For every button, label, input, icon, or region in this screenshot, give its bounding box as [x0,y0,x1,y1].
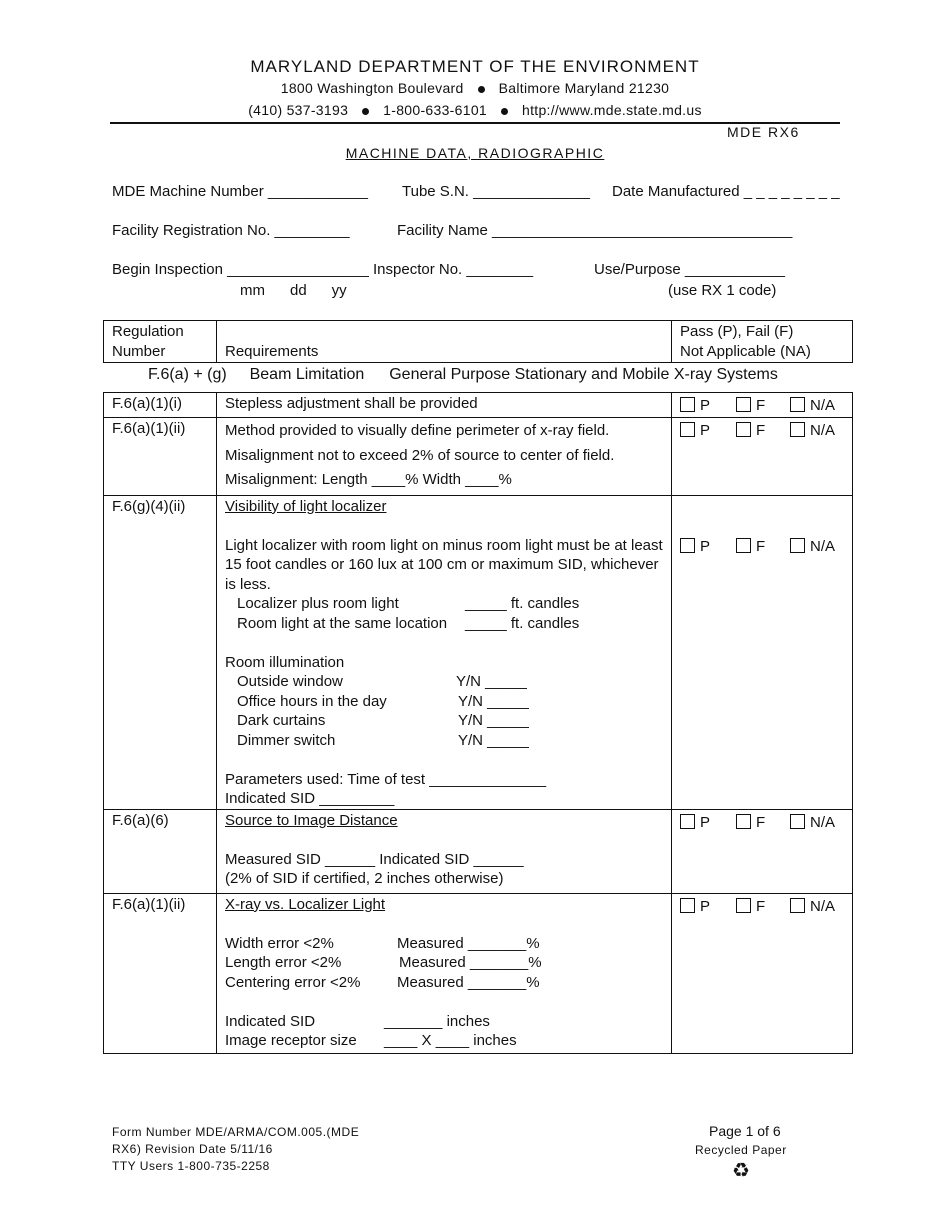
table-row [104,495,853,809]
page-title: MACHINE DATA, RADIOGRAPHIC [345,145,605,161]
na-checkbox[interactable] [790,898,805,913]
section-name: Beam Limitation [249,366,365,383]
form-code: MDE RX6 [727,124,800,140]
facility-reg-field[interactable]: Facility Registration No. _________ [112,222,350,239]
na-checkbox[interactable] [790,538,805,553]
error-field[interactable]: Measured _______% [397,934,540,952]
fail-checkbox[interactable] [736,538,751,553]
req-line: Method provided to visually define perimeter of x-ray field. [225,422,610,439]
requirement-text: Stepless adjustment shall be provided [217,393,672,418]
fail-checkbox[interactable] [736,397,751,412]
na-label: N/A [810,813,836,831]
result-cell [672,393,853,418]
address-line [0,80,950,96]
requirement-heading: Source to Image Distance [225,811,398,829]
section-scope: General Purpose Stationary and Mobile X-ray Systems [389,366,778,383]
requirement-text [217,418,672,496]
date-manufactured-field[interactable]: Date Manufactured _ _ _ _ _ _ _ _ [612,183,840,200]
illum-field[interactable]: Y/N _____ [458,712,529,729]
sid-label: Indicated SID [225,1012,316,1030]
org-name: MARYLAND DEPARTMENT OF THE ENVIRONMENT [250,57,700,76]
fail-label: F [756,537,766,555]
error-label: Width error <2% [225,934,334,952]
fail-checkbox[interactable] [736,422,751,437]
time-of-test-field[interactable]: Parameters used: Time of test ______________ [225,770,547,788]
misalignment-field[interactable]: Misalignment: Length ____% Width ____% [225,471,512,488]
website-link[interactable]: http://www.mde.state.md.us [522,102,702,118]
error-label: Centering error <2% [225,973,361,991]
facility-name-field[interactable]: Facility Name ____________________________________ [397,222,793,239]
address-city: Baltimore Maryland 21230 [498,80,670,96]
illum-label: Office hours in the day [237,692,387,710]
illum-field[interactable]: Y/N _____ [456,673,527,690]
form-number-line2: RX6) Revision Date 5/11/16 [112,1142,273,1156]
table-row [104,418,853,496]
localizer-field[interactable]: _____ ft. candles [465,595,580,612]
pass-label: P [700,813,711,831]
fail-checkbox[interactable] [736,898,751,913]
col3-line2: Not Applicable (NA) [680,342,811,360]
req-line: Misalignment not to exceed 2% of source to center of field. [225,446,615,464]
phone: (410) 537-3193 [248,102,349,118]
requirement-heading: Visibility of light localizer [225,497,387,515]
bullet-icon [478,86,485,93]
result-cell [672,893,853,1053]
measured-sid-field[interactable]: Measured SID ______ Indicated SID ______ [225,850,524,868]
result-cell [672,418,853,496]
col-header-result [672,321,853,363]
begin-inspection-field[interactable]: Begin Inspection _________________ [112,261,369,278]
fail-checkbox[interactable] [736,814,751,829]
illum-label: Outside window [237,673,343,690]
use-purpose-hint: (use RX 1 code) [668,282,777,299]
pass-label: P [700,897,711,915]
reg-number: F.6(a)(6) [104,809,217,893]
na-label: N/A [810,422,836,439]
reg-number: F.6(a)(1)(ii) [104,418,217,496]
result-cell [672,495,853,809]
table-header [103,320,853,363]
pass-label: P [700,397,711,414]
sid-field[interactable]: _______ inches [384,1012,490,1030]
machine-number-field[interactable]: MDE Machine Number ____________ [112,183,368,200]
bullet-icon [501,108,508,115]
illum-label: Dimmer switch [237,731,336,749]
pass-checkbox[interactable] [680,397,695,412]
illumination-title: Room illumination [225,653,345,671]
room-light-field[interactable]: _____ ft. candles [465,614,580,632]
address-street: 1800 Washington Boulevard [280,80,464,96]
room-light-label: Room light at the same location [237,614,448,632]
footer-form-info [112,1124,359,1175]
pass-checkbox[interactable] [680,422,695,437]
use-purpose-field[interactable]: Use/Purpose ____________ [594,261,785,278]
section-heading [148,366,778,384]
form-number-line1: Form Number MDE/ARMA/COM.005.(MDE [112,1125,360,1139]
na-label: N/A [810,897,836,915]
requirement-note: (2% of SID if certified, 2 inches otherwise) [225,870,504,887]
na-label: N/A [810,537,836,555]
requirement-text [217,893,672,1053]
error-field[interactable]: Measured _______% [399,954,542,971]
na-label: N/A [810,397,836,414]
contact-line [0,102,950,118]
bullet-icon [362,108,369,115]
illum-field[interactable]: Y/N _____ [458,692,529,710]
requirements-table [103,392,853,1054]
reg-number: F.6(a)(1)(i) [104,393,217,418]
table-row [104,893,853,1053]
pass-checkbox[interactable] [680,898,695,913]
col1-line2: Number [112,342,166,360]
section-reg: F.6(a) + (g) [148,366,227,383]
col3-line1: Pass (P), Fail (F) [680,323,794,340]
reg-number: F.6(a)(1)(ii) [104,893,217,1053]
fail-label: F [756,813,766,831]
requirement-text [217,495,672,809]
indicated-sid-field[interactable]: Indicated SID _________ [225,790,395,807]
inspector-no-field[interactable]: Inspector No. ________ [373,261,534,278]
page-number: Page 1 of 6 [709,1123,781,1139]
col-header-regulation [104,321,217,363]
fail-label: F [756,897,766,915]
error-label: Length error <2% [225,954,342,971]
na-checkbox[interactable] [790,422,805,437]
illum-label: Dark curtains [237,712,326,729]
pass-checkbox[interactable] [680,814,695,829]
recycled-paper: Recycled Paper [695,1143,787,1157]
fail-label: F [756,397,766,414]
date-format-hint: mm dd yy [240,282,347,299]
pass-label: P [700,422,711,439]
requirement-text [217,809,672,893]
receptor-field[interactable]: ____ X ____ inches [384,1032,517,1049]
requirement-heading: X-ray vs. Localizer Light [225,895,386,913]
requirement-paragraph: Light localizer with room light on minus room light must be at least 15 foot candles or 160 lux at 100 cm or maximum SID, whichever is less. [225,536,663,593]
reg-number: F.6(g)(4)(ii) [104,495,217,809]
na-checkbox[interactable] [790,397,805,412]
pass-checkbox[interactable] [680,538,695,553]
tty-line: TTY Users 1-800-735-2258 [112,1159,270,1173]
localizer-label: Localizer plus room light [237,595,399,612]
error-field[interactable]: Measured _______% [397,973,540,991]
illum-field[interactable]: Y/N _____ [458,731,529,749]
receptor-label: Image receptor size [225,1032,357,1049]
tube-sn-field[interactable]: Tube S.N. ______________ [402,183,590,200]
table-row [104,809,853,893]
col1-line1: Regulation [112,323,184,340]
recycle-icon: ♻ [732,1160,750,1182]
fail-label: F [756,422,766,439]
tollfree: 1-800-633-6101 [383,102,487,118]
na-checkbox[interactable] [790,814,805,829]
table-row [104,393,853,418]
result-cell [672,809,853,893]
pass-label: P [700,537,711,555]
col-header-requirements: Requirements [217,321,672,363]
